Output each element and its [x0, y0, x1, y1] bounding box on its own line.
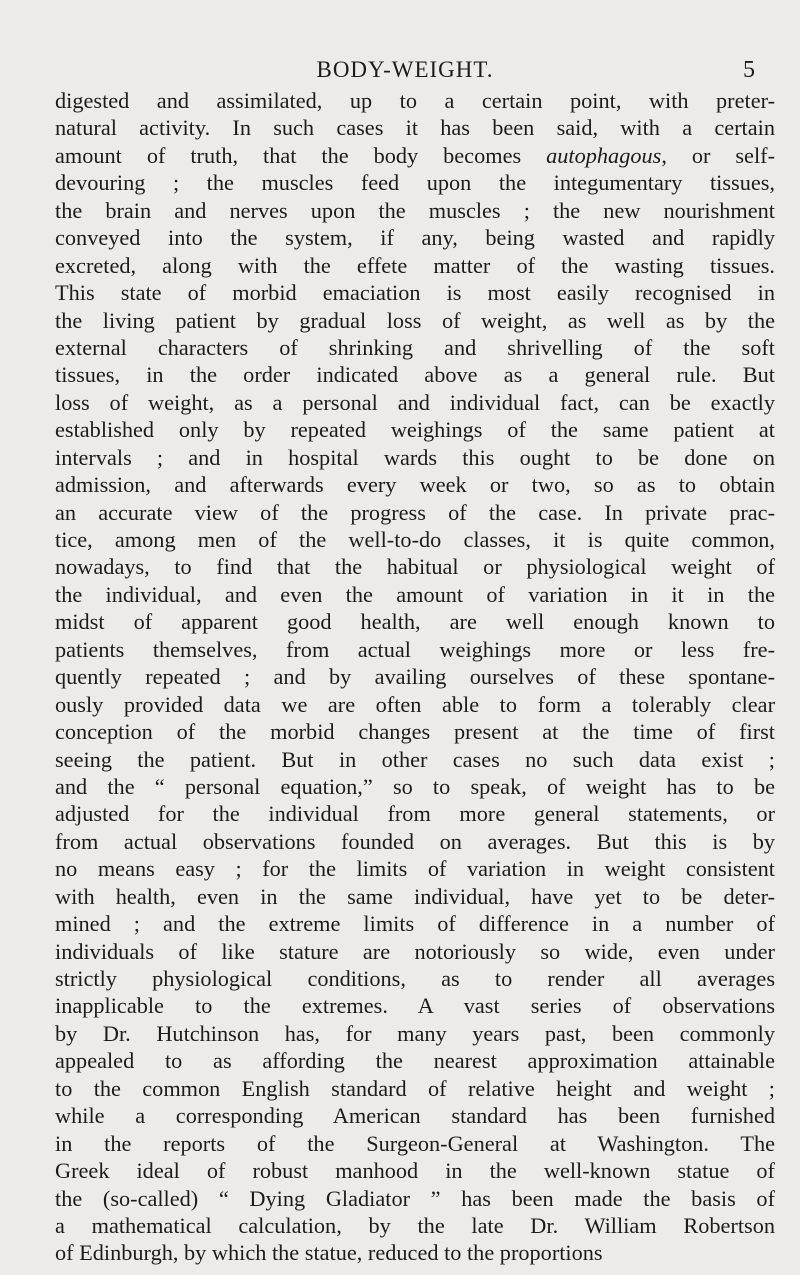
text-line: from actual observations founded on averages. But this is by — [55, 828, 775, 854]
text-line: of Edinburgh, by which the statue, reduced to the proportions — [55, 1240, 603, 1266]
text-run: , or self- — [661, 142, 776, 168]
text-line: to the common English standard of relative height and weight ; — [55, 1075, 775, 1101]
text-line — [55, 142, 775, 169]
text-line: inapplicable to the extremes. A vast series of observations — [55, 993, 775, 1019]
text-line: individuals of like stature are notoriously so wide, even under — [55, 938, 775, 964]
text-line: appealed to as affording the nearest approximation attainable — [55, 1048, 775, 1074]
running-head — [55, 55, 755, 85]
text-line: by Dr. Hutchinson has, for many years past, been commonly — [55, 1020, 775, 1046]
text-line: midst of apparent good health, are well enough known to — [55, 609, 775, 635]
text-line: ously provided data we are often able to form a tolerably clear — [55, 691, 775, 717]
text-line: the brain and nerves upon the muscles ; the new nourishment — [55, 197, 775, 223]
text-line: no means easy ; for the limits of variation in weight consistent — [55, 856, 775, 882]
text-line: and the “ personal equation,” so to speak, of weight has to be — [55, 773, 775, 799]
text-line: admission, and afterwards every week or two, so as to obtain — [55, 472, 775, 498]
italic-term: autophagous — [546, 142, 662, 168]
text-line: the living patient by gradual loss of weight, as well as by the — [55, 307, 775, 333]
text-line: the individual, and even the amount of variation in it in the — [55, 581, 775, 607]
text-line: the (so-called) “ Dying Gladiator ” has been made the basis of — [55, 1185, 775, 1211]
text-line: natural activity. In such cases it has been said, with a certain — [55, 115, 775, 141]
body-text — [55, 87, 775, 1267]
text-line: established only by repeated weighings of the same patient at — [55, 417, 775, 443]
text-line: external characters of shrinking and shrivelling of the soft — [55, 334, 775, 360]
text-line: an accurate view of the progress of the case. In private prac- — [55, 499, 775, 525]
text-line: adjusted for the individual from more general statements, or — [55, 801, 775, 827]
text-line: tissues, in the order indicated above as a general rule. But — [55, 362, 775, 388]
text-line: mined ; and the extreme limits of difference in a number of — [55, 911, 775, 937]
text-line: intervals ; and in hospital wards this ought to be done on — [55, 444, 775, 470]
text-line: strictly physiological conditions, as to render all averages — [55, 966, 775, 991]
text-line: patients themselves, from actual weighings more or less fre- — [55, 636, 775, 662]
running-title: BODY-WEIGHT. — [316, 57, 494, 82]
text-line: loss of weight, as a personal and individual fact, can be exactly — [55, 389, 775, 415]
text-line: excreted, along with the effete matter of the wasting tissues. — [55, 252, 775, 278]
text-line: conveyed into the system, if any, being wasted and rapidly — [55, 225, 775, 251]
text-line: in the reports of the Surgeon-General at Washington. The — [55, 1130, 775, 1156]
text-line: conception of the morbid changes present at the time of first — [55, 719, 775, 745]
text-run: amount of truth, that the body becomes — [55, 142, 547, 168]
page-number: 5 — [743, 57, 755, 83]
text-line: with health, even in the same individual, have yet to be deter- — [55, 883, 775, 909]
text-line: devouring ; the muscles feed upon the integumentary tissues, — [55, 170, 775, 196]
text-line: seeing the patient. But in other cases no such data exist ; — [55, 746, 775, 772]
text-line: tice, among men of the well-to-do classes, it is quite common, — [55, 527, 775, 552]
text-line: quently repeated ; and by availing ourselves of these spontane- — [55, 664, 775, 690]
text-line: Greek ideal of robust manhood in the well-known statue of — [55, 1158, 775, 1184]
text-line: while a corresponding American standard has been furnished — [55, 1103, 775, 1129]
text-line: nowadays, to find that the habitual or physiological weight of — [55, 554, 775, 580]
text-line: This state of morbid emaciation is most easily recognised in — [55, 280, 775, 306]
text-line: a mathematical calculation, by the late Dr. William Robertson — [55, 1212, 775, 1238]
text-line: digested and assimilated, up to a certain point, with preter- — [55, 88, 775, 113]
